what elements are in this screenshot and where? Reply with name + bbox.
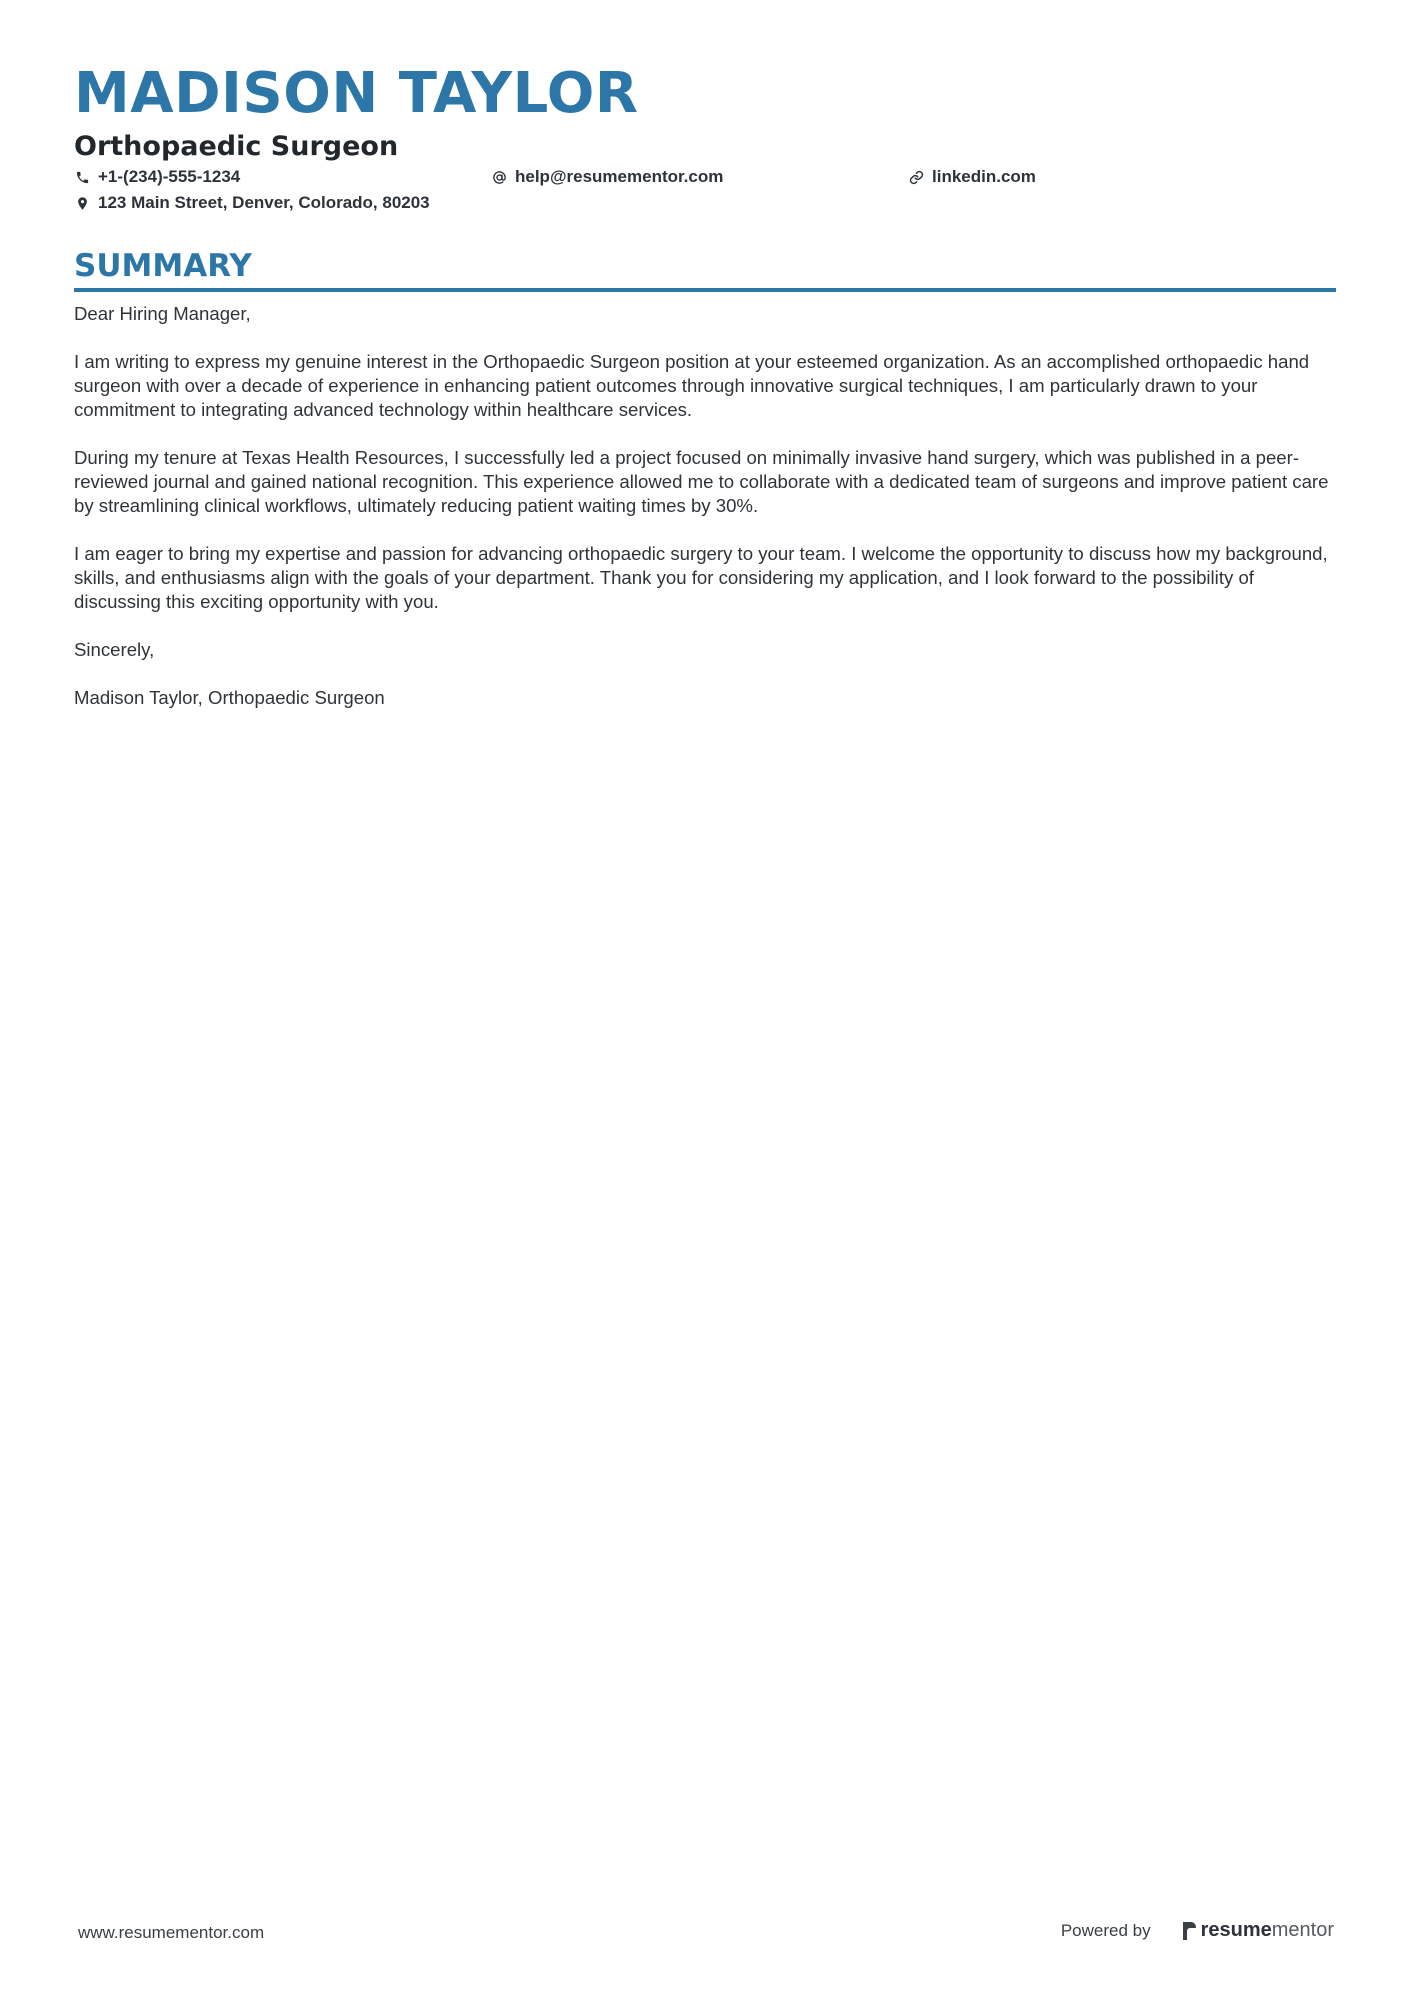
closing: Sincerely, bbox=[74, 639, 155, 660]
contact-address bbox=[74, 192, 491, 214]
brand-name-part2: mentor bbox=[1271, 1919, 1334, 1941]
section-divider bbox=[74, 288, 1336, 292]
cover-letter-body bbox=[74, 302, 1336, 710]
at-sign-icon bbox=[491, 169, 507, 185]
letter-paragraph: I am writing to express my genuine interest in the Orthopaedic Surgeon position at your esteemed organization. As an accomplished orthopaedic hand surgeon with over a decade of experience in enhancing patient outcomes through innovative surgical techniques, I am particularly drawn to your commitment to integrating advanced technology within healthcare services. bbox=[74, 351, 1310, 420]
letter-paragraph: I am eager to bring my expertise and passion for advancing orthopaedic surgery to your team. I welcome the opportunity to discuss how my background, skills, and enthusiasms align with the goals of your department. Thank you for considering my application, and I look forward to the possibility of discussing this exciting opportunity with you. bbox=[74, 543, 1328, 612]
email-text: help@resumementor.com bbox=[515, 167, 724, 186]
contact-info bbox=[74, 166, 1336, 214]
job-title: Orthopaedic Surgeon bbox=[74, 131, 399, 162]
salutation: Dear Hiring Manager, bbox=[74, 303, 251, 324]
map-pin-icon bbox=[74, 195, 90, 211]
contact-phone[interactable] bbox=[74, 166, 491, 188]
brand-name-part1: resume bbox=[1200, 1919, 1272, 1941]
footer-website[interactable]: www.resumementor.com bbox=[78, 1923, 265, 1942]
contact-email[interactable] bbox=[491, 166, 908, 188]
brand-logo-icon bbox=[1181, 1921, 1197, 1941]
brand-logo[interactable] bbox=[1181, 1919, 1334, 1942]
footer-branding bbox=[1061, 1919, 1334, 1942]
resume-page bbox=[74, 60, 1336, 734]
phone-text: +1-(234)-555-1234 bbox=[98, 167, 241, 186]
signature: Madison Taylor, Orthopaedic Surgeon bbox=[74, 687, 385, 708]
letter-paragraph: During my tenure at Texas Health Resources, I successfully led a project focused on minimally invasive hand surgery, which was published in a peer-reviewed journal and gained national recognition. This experience allowed me to collaborate with a dedicated team of surgeons and improve patient care by streamlining clinical workflows, ultimately reducing patient waiting times by 30%. bbox=[74, 447, 1329, 516]
contact-linkedin[interactable] bbox=[908, 166, 1325, 188]
address-text: 123 Main Street, Denver, Colorado, 80203 bbox=[98, 193, 430, 212]
candidate-name: MADISON TAYLOR bbox=[74, 61, 639, 126]
summary-heading: SUMMARY bbox=[74, 248, 252, 284]
powered-by-label: Powered by bbox=[1060, 1920, 1151, 1940]
phone-icon bbox=[74, 169, 90, 185]
link-icon bbox=[908, 169, 924, 185]
linkedin-text: linkedin.com bbox=[932, 167, 1036, 186]
